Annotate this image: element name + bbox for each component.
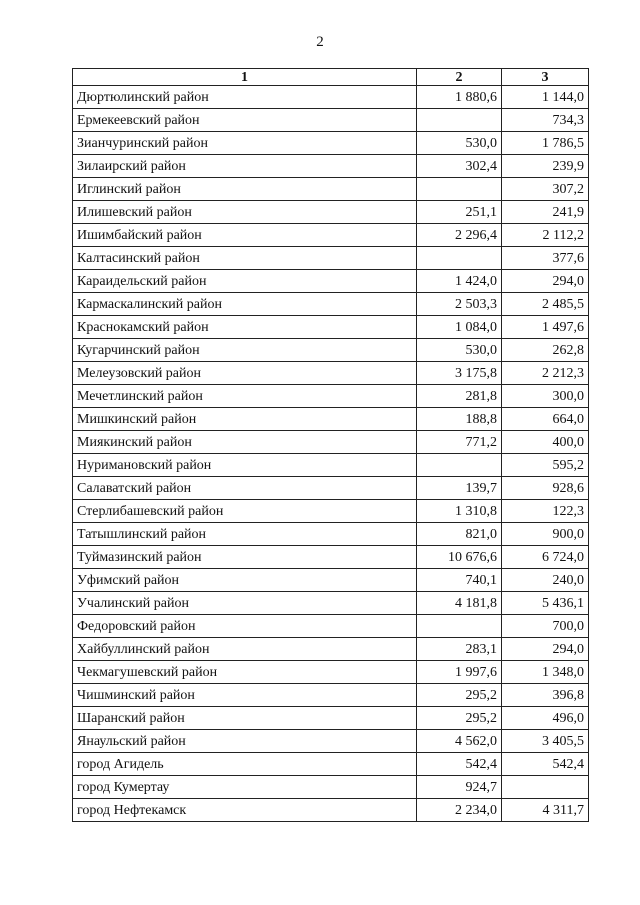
table-header-row [73,69,589,86]
column-2-value-cell: 924,7 [417,776,502,799]
column-3-value-cell: 239,9 [502,155,589,178]
column-2-value-cell: 188,8 [417,408,502,431]
column-2-value-cell: 283,1 [417,638,502,661]
page-number: 2 [316,34,324,50]
district-name-cell: Федоровский район [73,615,417,638]
column-2-value-cell [417,247,502,270]
table-row [73,477,589,500]
column-2-value-cell: 771,2 [417,431,502,454]
column-3-value-cell: 3 405,5 [502,730,589,753]
column-header-1: 1 [73,69,417,86]
column-3-value-cell: 700,0 [502,615,589,638]
column-3-value-cell: 2 212,3 [502,362,589,385]
district-name-cell: Стерлибашевский район [73,500,417,523]
district-name-cell: Мелеузовский район [73,362,417,385]
column-2-value-cell: 251,1 [417,201,502,224]
district-name-cell: Ермекеевский район [73,109,417,132]
table-row [73,569,589,592]
column-3-value-cell: 377,6 [502,247,589,270]
table-row [73,615,589,638]
column-3-value-cell: 734,3 [502,109,589,132]
column-3-value-cell [502,776,589,799]
table-row [73,339,589,362]
column-2-value-cell: 295,2 [417,707,502,730]
column-3-value-cell: 262,8 [502,339,589,362]
district-name-cell: Иглинский район [73,178,417,201]
table-row [73,730,589,753]
table-row [73,638,589,661]
column-3-value-cell: 294,0 [502,270,589,293]
column-3-value-cell: 1 497,6 [502,316,589,339]
table-row [73,86,589,109]
district-name-cell: Татышлинский район [73,523,417,546]
district-name-cell: Кармаскалинский район [73,293,417,316]
table-row [73,247,589,270]
column-2-value-cell: 139,7 [417,477,502,500]
table-row [73,362,589,385]
column-3-value-cell: 1 786,5 [502,132,589,155]
district-name-cell: город Агидель [73,753,417,776]
table-row [73,707,589,730]
column-3-value-cell: 2 112,2 [502,224,589,247]
column-2-value-cell [417,178,502,201]
column-3-value-cell: 664,0 [502,408,589,431]
table-row [73,408,589,431]
district-name-cell: Салаватский район [73,477,417,500]
table-body [73,86,589,822]
column-3-value-cell: 496,0 [502,707,589,730]
district-name-cell: Кугарчинский район [73,339,417,362]
district-name-cell: Краснокамский район [73,316,417,339]
district-name-cell: Туймазинский район [73,546,417,569]
table-row [73,224,589,247]
district-name-cell: Янаульский район [73,730,417,753]
column-2-value-cell [417,454,502,477]
table-row [73,178,589,201]
table-row [73,109,589,132]
column-2-value-cell: 1 310,8 [417,500,502,523]
column-2-value-cell: 281,8 [417,385,502,408]
table-row [73,293,589,316]
district-name-cell: Шаранский район [73,707,417,730]
column-2-value-cell: 1 424,0 [417,270,502,293]
district-name-cell: Нуримановский район [73,454,417,477]
column-3-value-cell: 928,6 [502,477,589,500]
district-name-cell: Мечетлинский район [73,385,417,408]
column-3-value-cell: 2 485,5 [502,293,589,316]
column-3-value-cell: 300,0 [502,385,589,408]
table-row [73,270,589,293]
table-row [73,776,589,799]
column-3-value-cell: 240,0 [502,569,589,592]
district-name-cell: город Кумертау [73,776,417,799]
table-row [73,431,589,454]
table-row [73,316,589,339]
data-table [72,68,589,822]
column-header-3: 3 [502,69,589,86]
column-2-value-cell: 4 181,8 [417,592,502,615]
column-2-value-cell: 2 296,4 [417,224,502,247]
table-row [73,799,589,822]
table-row [73,385,589,408]
column-3-value-cell: 6 724,0 [502,546,589,569]
column-header-2: 2 [417,69,502,86]
column-3-value-cell: 396,8 [502,684,589,707]
column-2-value-cell: 530,0 [417,132,502,155]
district-name-cell: Мишкинский район [73,408,417,431]
district-name-cell: Учалинский район [73,592,417,615]
table-row [73,201,589,224]
column-2-value-cell: 2 503,3 [417,293,502,316]
column-3-value-cell: 4 311,7 [502,799,589,822]
column-2-value-cell: 1 084,0 [417,316,502,339]
column-3-value-cell: 400,0 [502,431,589,454]
column-3-value-cell: 900,0 [502,523,589,546]
column-2-value-cell: 1 880,6 [417,86,502,109]
table-row [73,155,589,178]
column-3-value-cell: 1 348,0 [502,661,589,684]
column-3-value-cell: 542,4 [502,753,589,776]
column-2-value-cell: 295,2 [417,684,502,707]
column-2-value-cell [417,615,502,638]
column-2-value-cell: 2 234,0 [417,799,502,822]
column-3-value-cell: 307,2 [502,178,589,201]
district-name-cell: Зилаирский район [73,155,417,178]
column-3-value-cell: 241,9 [502,201,589,224]
column-3-value-cell: 595,2 [502,454,589,477]
column-2-value-cell: 542,4 [417,753,502,776]
table-row [73,661,589,684]
column-2-value-cell: 1 997,6 [417,661,502,684]
district-name-cell: Дюртюлинский район [73,86,417,109]
district-name-cell: Ишимбайский район [73,224,417,247]
column-2-value-cell: 821,0 [417,523,502,546]
column-3-value-cell: 5 436,1 [502,592,589,615]
column-2-value-cell: 740,1 [417,569,502,592]
table-row [73,132,589,155]
district-name-cell: Караидельский район [73,270,417,293]
district-name-cell: Миякинский район [73,431,417,454]
column-2-value-cell: 4 562,0 [417,730,502,753]
district-name-cell: Чекмагушевский район [73,661,417,684]
table-row [73,592,589,615]
column-2-value-cell: 10 676,6 [417,546,502,569]
column-3-value-cell: 1 144,0 [502,86,589,109]
column-2-value-cell: 302,4 [417,155,502,178]
district-name-cell: город Нефтекамск [73,799,417,822]
district-name-cell: Чишминский район [73,684,417,707]
district-name-cell: Зианчуринский район [73,132,417,155]
column-3-value-cell: 122,3 [502,500,589,523]
column-2-value-cell [417,109,502,132]
column-2-value-cell: 530,0 [417,339,502,362]
district-name-cell: Уфимский район [73,569,417,592]
column-2-value-cell: 3 175,8 [417,362,502,385]
district-name-cell: Илишевский район [73,201,417,224]
table-row [73,523,589,546]
table-row [73,454,589,477]
column-3-value-cell: 294,0 [502,638,589,661]
district-name-cell: Калтасинский район [73,247,417,270]
district-name-cell: Хайбуллинский район [73,638,417,661]
table-row [73,546,589,569]
table-row [73,500,589,523]
table-row [73,753,589,776]
table-row [73,684,589,707]
